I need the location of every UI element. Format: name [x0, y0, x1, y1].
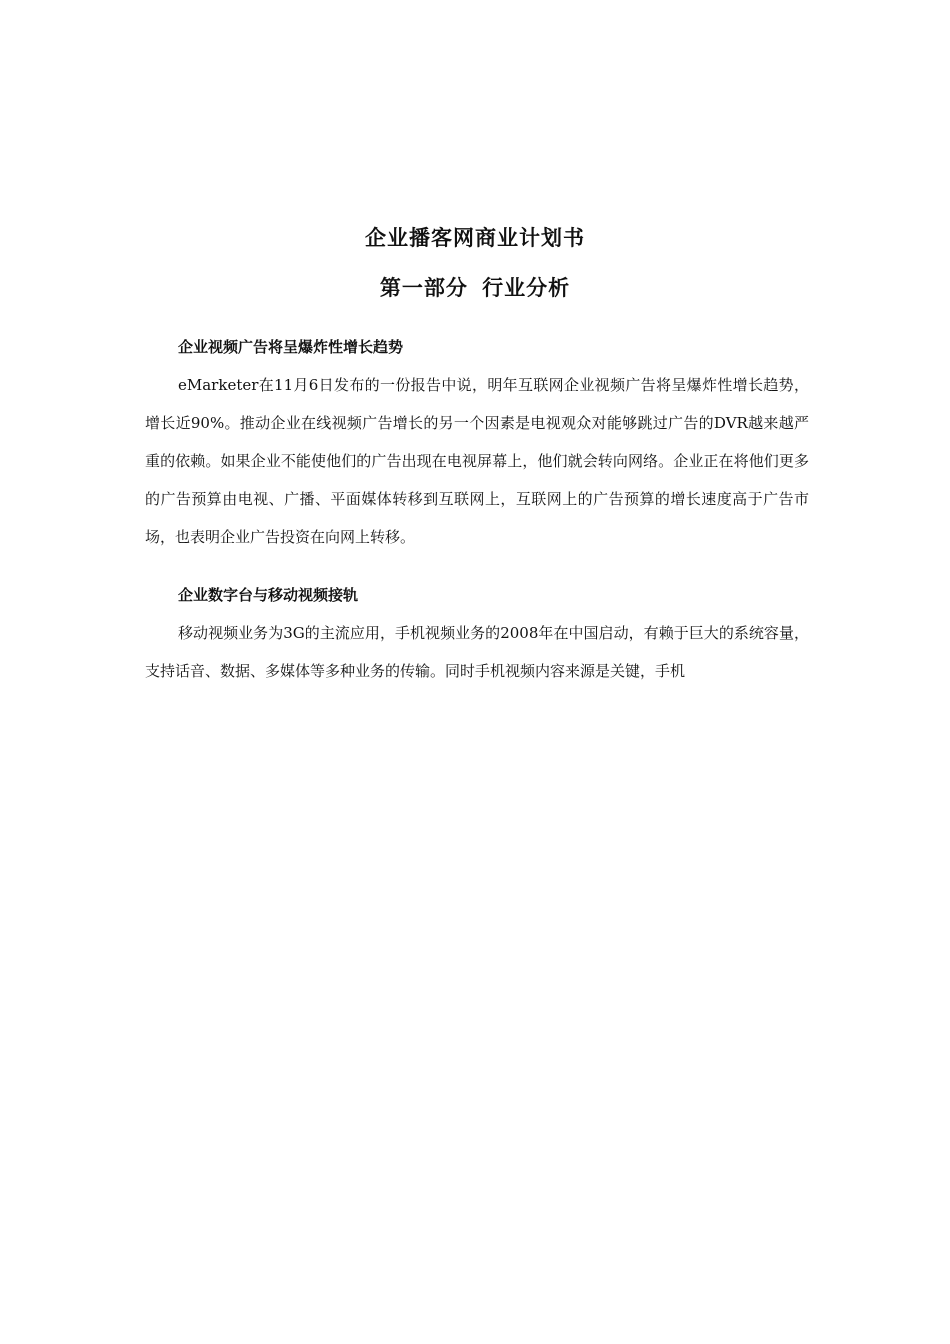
section-paragraph: eMarketer在11月6日发布的一份报告中说，明年互联网企业视频广告将呈爆炸性增长趋势，增长近90%。推动企业在线视频广告增长的另一个因素是电视观众对能够跳过广告的DVR越来越严重的依赖。如果企业不能使他们的广告出现在电视屏幕上，他们就会转向网络。企业正在将他们更多的广告预算由电视、广播、平面媒体转移到互联网上，互联网上的广告预算的增长速度高于广告市场，也表明企业广告投资在向网上转移。: [145, 376, 809, 546]
document-title: 企业播客网商业计划书: [365, 226, 585, 250]
section-heading: 企业数字台与移动视频接轨: [178, 586, 359, 604]
section-heading: 企业视频广告将呈爆炸性增长趋势: [178, 338, 404, 356]
section-paragraph: 移动视频业务为3G的主流应用，手机视频业务的2008年在中国启动，有赖于巨大的系统容量，支持话音、数据、多媒体等多种业务的传输。同时手机视频内容来源是关键，手机: [145, 624, 809, 680]
part-title: 第一部分 行业分析: [379, 276, 571, 300]
section-mobile-video: [145, 583, 809, 690]
section-video-advertising: [145, 335, 809, 556]
